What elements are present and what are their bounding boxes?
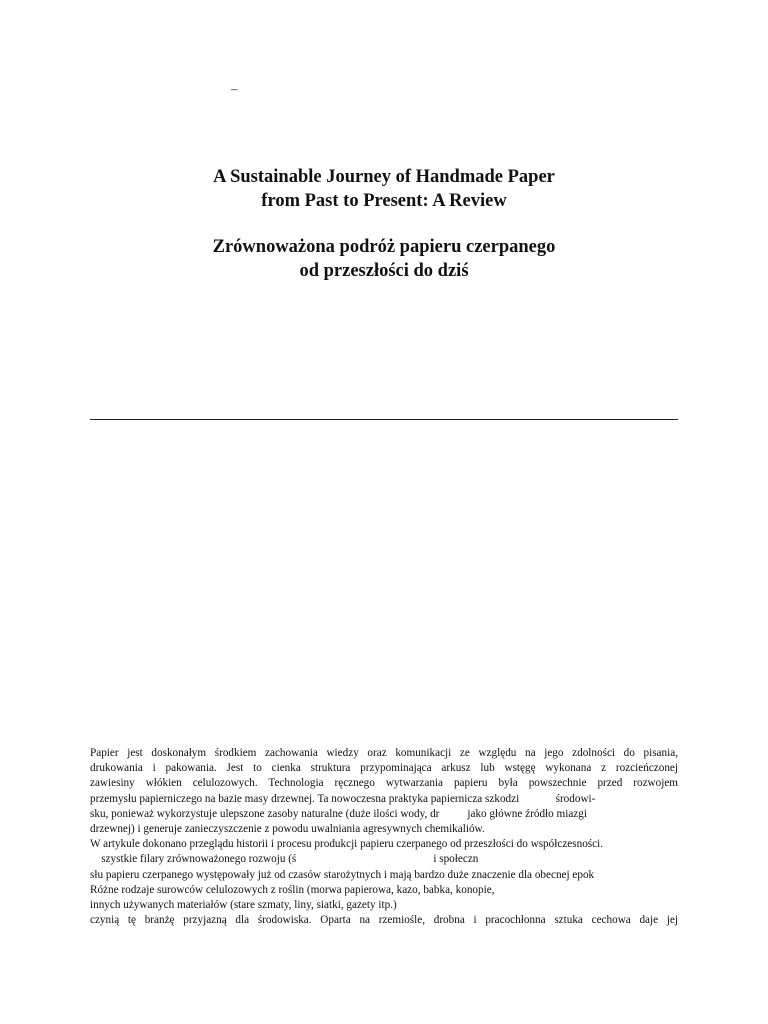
abstract-text bbox=[90, 746, 678, 928]
header-mark: – bbox=[231, 81, 238, 96]
abstract-line: drzewnej) i generuje zanieczyszczenie z powodu uwalniania agresywnych chemikaliów. bbox=[90, 823, 485, 836]
abstract-line: słu papieru czerpanego występowały już od czasów starożytnych i mają bardzo duże znaczenie dla obecnej epok bbox=[90, 868, 595, 881]
polish-title-line-2: od przeszłości do dziś bbox=[299, 261, 469, 281]
abstract-line: W artykule dokonano przeglądu historii i procesu produkcji papieru czerpanego od przeszłości do współczesności. bbox=[90, 838, 604, 851]
abstract-line: drukowania i pakowania. Jest to cienka struktura przypominająca arkusz lub wstęgę wykonana z rozcieńczonej bbox=[90, 762, 678, 775]
english-title-line-2: from Past to Present: A Review bbox=[261, 191, 507, 211]
abstract-line: Papier jest doskonałym środkiem zachowania wiedzy oraz komunikacji ze względu na jego zdolności do pisania, bbox=[90, 747, 678, 759]
abstract-line: innych używanych materiałów (stare szmaty, liny, siatki, gazety itp.) bbox=[90, 899, 397, 912]
abstract-line: zawiesiny włókien celulozowych. Technologia ręcznego wytwarzania papieru była powszechnie przed rozwojem bbox=[90, 777, 678, 790]
abstract-line: szystkie filary zrównoważonego rozwoju (ś i społeczn bbox=[90, 853, 479, 866]
polish-title bbox=[90, 235, 678, 283]
polish-title-line-1: Zrównoważona podróż papieru czerpanego bbox=[212, 237, 556, 257]
english-title bbox=[90, 165, 678, 213]
abstract-line: czynią tę branżę przyjazną dla środowiska. Oparta na rzemiośle, drobna i pracochłonna sztuka cechowa daje jej bbox=[90, 914, 678, 927]
abstract-line: przemysłu papierniczego na bazie masy drzewnej. Ta nowoczesna praktyka papiernicza szkodzi środowi- bbox=[90, 792, 596, 805]
horizontal-rule bbox=[90, 419, 678, 420]
abstract-line: Różne rodzaje surowców celulozowych z roślin (morwa papierowa, kazo, babka, konopie, bbox=[90, 883, 495, 896]
abstract-line: sku, ponieważ wykorzystuje ulepszone zasoby naturalne (duże ilości wody, dr jako główne źródło miazgi bbox=[90, 807, 587, 820]
english-title-line-1: A Sustainable Journey of Handmade Paper bbox=[213, 167, 555, 187]
